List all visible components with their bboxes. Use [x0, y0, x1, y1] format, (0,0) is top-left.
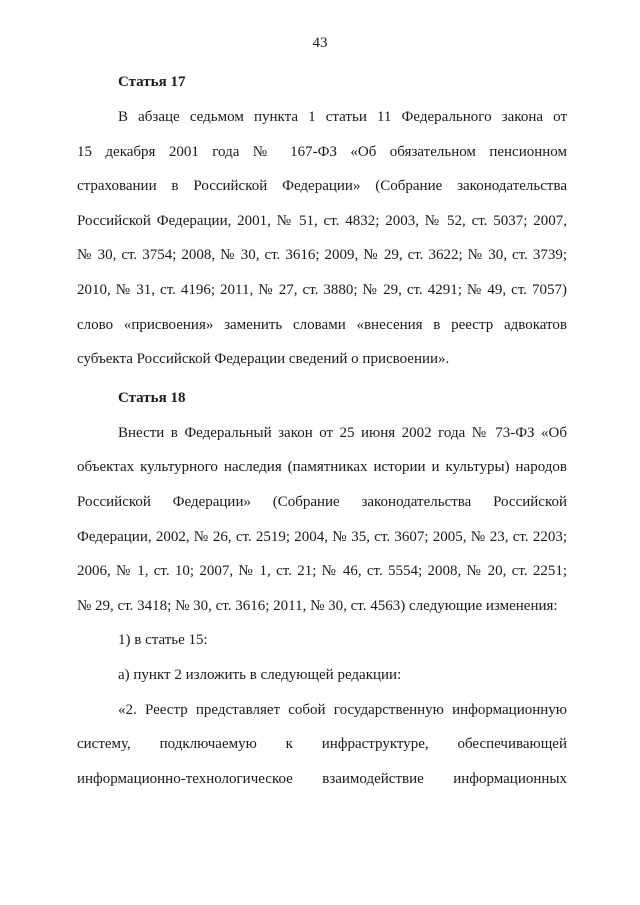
list-item-a: а) пункт 2 изложить в следующей редакции: — [118, 666, 402, 683]
text-line: «2. Реестр представляет собой государственную информационную — [118, 701, 567, 718]
text-line: 15 декабря 2001 года № 167-ФЗ «Об обязательном пенсионном — [77, 143, 567, 160]
text-line: 2006, № 1, ст. 10; 2007, № 1, ст. 21; № 46, ст. 5554; 2008, № 20, ст. 2251; — [77, 563, 567, 580]
list-item-1: 1) в статье 15: — [118, 632, 208, 649]
text-line: слово «присвоения» заменить словами «внесения в реестр адвокатов — [77, 316, 567, 333]
text-line: страховании в Российской Федерации» (Собрание законодательства — [77, 178, 567, 195]
article-17-paragraph — [77, 107, 567, 384]
document-body — [77, 72, 567, 803]
article-17-title: Статья 17 — [118, 74, 186, 90]
text-line: систему, подключаемую к инфраструктуре, обеспечивающей — [77, 736, 567, 753]
text-line: № 30, ст. 3754; 2008, № 30, ст. 3616; 2009, № 29, ст. 3622; № 30, ст. 3739; — [77, 247, 567, 264]
article-18-paragraph — [77, 423, 567, 631]
text-line: В абзаце седьмом пункта 1 статьи 11 Федерального закона от — [118, 109, 567, 125]
text-line: Федерации, 2002, № 26, ст. 2519; 2004, № 35, ст. 3607; 2005, № 23, ст. 2203; — [77, 528, 567, 545]
text-line: Российской Федерации» (Собрание законодательства Российской — [77, 493, 567, 510]
page-number: 43 — [312, 35, 328, 51]
text-line: информационно-технологическое взаимодействие информационных — [77, 770, 567, 787]
text-line: Внести в Федеральный закон от 25 июня 2002 года № 73-ФЗ «Об — [118, 424, 567, 441]
text-line: Российской Федерации, 2001, № 51, ст. 4832; 2003, № 52, ст. 5037; 2007, — [77, 212, 567, 229]
text-line: объектах культурного наследия (памятниках истории и культуры) народов — [77, 459, 567, 476]
article-18-title: Статья 18 — [118, 389, 186, 406]
quoted-paragraph — [77, 700, 567, 804]
text-line: № 29, ст. 3418; № 30, ст. 3616; 2011, № 30, ст. 4563) следующие изменения: — [77, 597, 558, 614]
text-line: субъекта Российской Федерации сведений о присвоении». — [77, 351, 450, 368]
text-line: 2010, № 31, ст. 4196; 2011, № 27, ст. 3880; № 29, ст. 4291; № 49, ст. 7057) — [77, 281, 567, 298]
